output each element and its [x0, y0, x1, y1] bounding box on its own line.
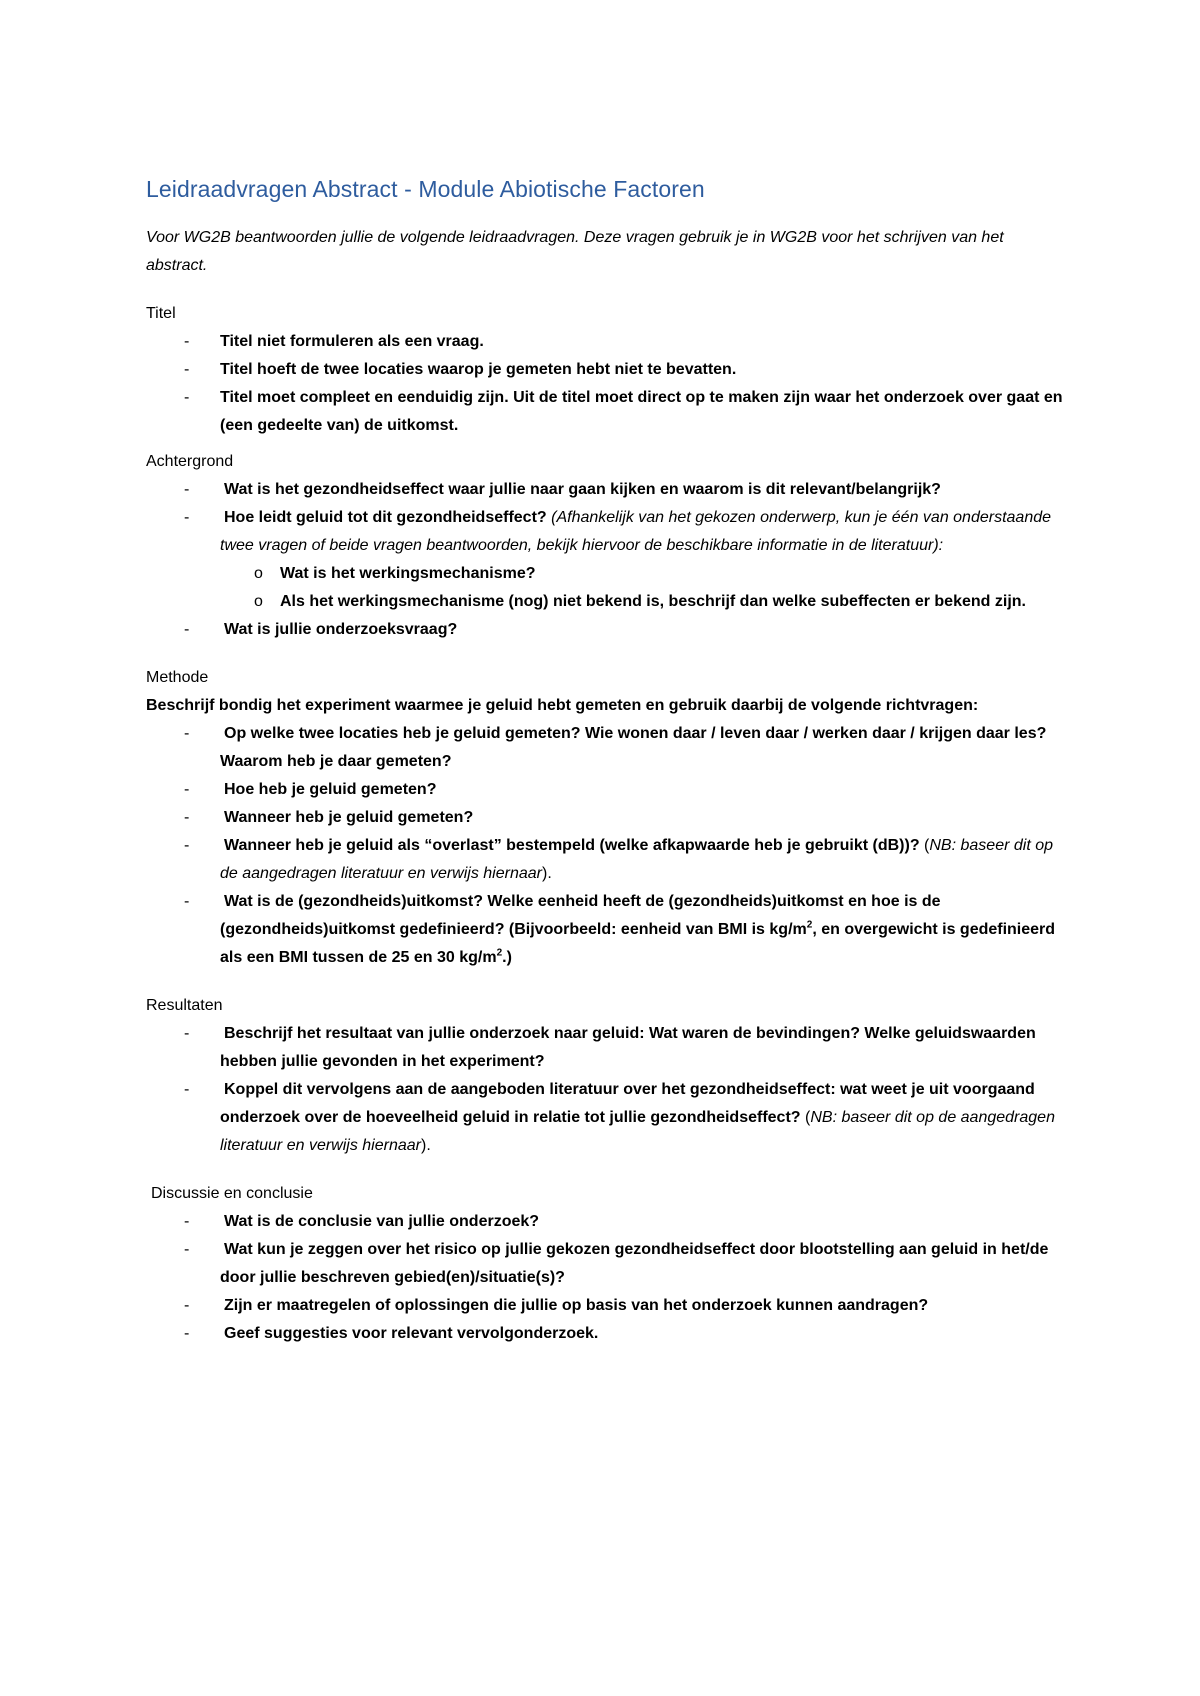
section-heading-achtergrond: Achtergrond [146, 453, 234, 470]
superscript-2: 2 [806, 919, 813, 931]
list-item [146, 328, 1066, 356]
list-item-text: Wanneer heb je geluid gemeten? [224, 809, 474, 826]
list-item [146, 776, 1066, 804]
list-item [146, 1236, 1066, 1292]
list-item-text: Wat is jullie onderzoeksvraag? [224, 621, 458, 638]
list-item-text: Wat is de conclusie van jullie onderzoek? [224, 1213, 540, 1230]
dash-bullet: - [184, 333, 190, 350]
dash-bullet: - [184, 837, 190, 854]
section-heading-discussie: Discussie en conclusie [151, 1185, 313, 1202]
sub-list-item-text: Als het werkingsmechanisme (nog) niet bekend is, beschrijf dan welke subeffecten er bekend zijn. [280, 593, 1026, 610]
list-item-text: Titel hoeft de twee locaties waarop je gemeten hebt niet te bevatten. [220, 361, 737, 378]
dash-bullet: - [184, 1297, 190, 1314]
list-item-note: (Afhankelijk van het gekozen onderwerp, kun je één van onderstaande twee vragen of beide vragen beantwoorden, bekijk hiervoor de beschikbare informatie in de literatuur): [220, 509, 1052, 554]
list-item [146, 832, 1066, 888]
discussie-list [146, 1208, 1066, 1348]
list-item [146, 1208, 1066, 1236]
list-item-text: Hoe leidt geluid tot dit gezondheidseffect? [224, 509, 547, 526]
paren-open: ( [919, 837, 930, 854]
paren-close: ). [541, 865, 552, 882]
achtergrond-sublist [220, 560, 1066, 616]
methode-list [146, 720, 1066, 972]
list-item-note: NB: baseer dit op de aangedragen literatuur en verwijs hiernaar [220, 837, 1053, 882]
list-item-text: Wat kun je zeggen over het risico op jullie gekozen gezondheidseffect door blootstelling aan geluid in het/de door jullie beschreven gebied(en)/situatie(s)? [220, 1241, 1049, 1286]
list-item-text: Titel moet compleet en eenduidig zijn. Uit de titel moet direct op te maken zijn waar het onderzoek over gaat en (een gedeelte van) de uitkomst. [220, 389, 1063, 434]
document-title: Leidraadvragen Abstract - Module Abiotische Factoren [146, 176, 705, 202]
list-item [146, 616, 1066, 644]
list-item-text: Wanneer heb je geluid als “overlast” bestempeld (welke afkapwaarde heb je gebruikt (dB))? [224, 837, 920, 854]
dash-bullet: - [184, 1025, 190, 1042]
sub-list-item [254, 588, 1066, 616]
methode-lead: Beschrijf bondig het experiment waarmee je geluid hebt gemeten en gebruik daarbij de volgende richtvragen: [146, 697, 979, 714]
sub-list-item [254, 560, 1066, 588]
circle-bullet: o [254, 565, 263, 582]
section-heading-resultaten: Resultaten [146, 997, 223, 1014]
list-item [146, 804, 1066, 832]
dash-bullet: - [184, 893, 190, 910]
dash-bullet: - [184, 1241, 190, 1258]
sub-list-item-text: Wat is het werkingsmechanisme? [280, 565, 536, 582]
list-item [146, 1320, 1066, 1348]
list-item [146, 888, 1066, 972]
dash-bullet: - [184, 621, 190, 638]
list-item [146, 1020, 1066, 1076]
list-item-text: Op welke twee locaties heb je geluid gemeten? Wie wonen daar / leven daar / werken daar / krijgen daar les? Waarom heb je daar gemeten? [220, 725, 1047, 770]
list-item-text: Koppel dit vervolgens aan de aangeboden literatuur over het gezondheidseffect: wat weet je uit voorgaand onderzoek over de hoeveelheid geluid in relatie tot jullie gezondheidseffect? [220, 1081, 1035, 1126]
superscript-2: 2 [496, 947, 503, 959]
list-item-text: Geef suggesties voor relevant vervolgonderzoek. [224, 1325, 599, 1342]
resultaten-list [146, 1020, 1066, 1160]
dash-bullet: - [184, 1213, 190, 1230]
dash-bullet: - [184, 809, 190, 826]
dash-bullet: - [184, 389, 190, 406]
list-item-text: Zijn er maatregelen of oplossingen die jullie op basis van het onderzoek kunnen aandragen? [224, 1297, 929, 1314]
dash-bullet: - [184, 1081, 190, 1098]
list-item [146, 1076, 1066, 1160]
list-item [146, 476, 1066, 504]
dash-bullet: - [184, 509, 190, 526]
paren-open: ( [800, 1109, 811, 1126]
list-item-text: Wat is het gezondheidseffect waar jullie naar gaan kijken en waarom is dit relevant/belangrijk? [224, 481, 941, 498]
dash-bullet: - [184, 361, 190, 378]
list-item [146, 1292, 1066, 1320]
list-item-note: NB: baseer dit op de aangedragen literatuur en verwijs hiernaar [220, 1109, 1055, 1154]
list-item-text: Titel niet formuleren als een vraag. [220, 333, 484, 350]
section-heading-methode: Methode [146, 669, 209, 686]
achtergrond-list [146, 476, 1066, 644]
list-item-text: Wat is de (gezondheids)uitkomst? Welke eenheid heeft de (gezondheids)uitkomst en hoe is de (gezondheids)uitkomst gedefinieerd? (Bijvoorbeeld: eenheid van BMI is kg/m [220, 893, 941, 938]
intro-text: Voor WG2B beantwoorden jullie de volgende leidraadvragen. Deze vragen gebruik je in WG2B voor het schrijven van het abstract. [146, 229, 1004, 274]
list-item-text-end: .) [502, 949, 512, 966]
dash-bullet: - [184, 781, 190, 798]
list-item-text: Beschrijf het resultaat van jullie onderzoek naar geluid: Wat waren de bevindingen? Welke geluidswaarden hebben jullie gevonden in het experiment? [220, 1025, 1036, 1070]
titel-list [146, 328, 1066, 440]
dash-bullet: - [184, 1325, 190, 1342]
list-item [146, 504, 1066, 616]
dash-bullet: - [184, 481, 190, 498]
section-heading-titel: Titel [146, 305, 176, 322]
list-item [146, 356, 1066, 384]
dash-bullet: - [184, 725, 190, 742]
list-item [146, 384, 1066, 440]
paren-close: ). [420, 1137, 431, 1154]
circle-bullet: o [254, 593, 263, 610]
document-page [146, 174, 1066, 1348]
list-item [146, 720, 1066, 776]
list-item-text: Hoe heb je geluid gemeten? [224, 781, 437, 798]
list-item-text-cont: , en overgewicht is gedefinieerd als een BMI tussen de 25 en 30 kg/m [220, 921, 1056, 966]
